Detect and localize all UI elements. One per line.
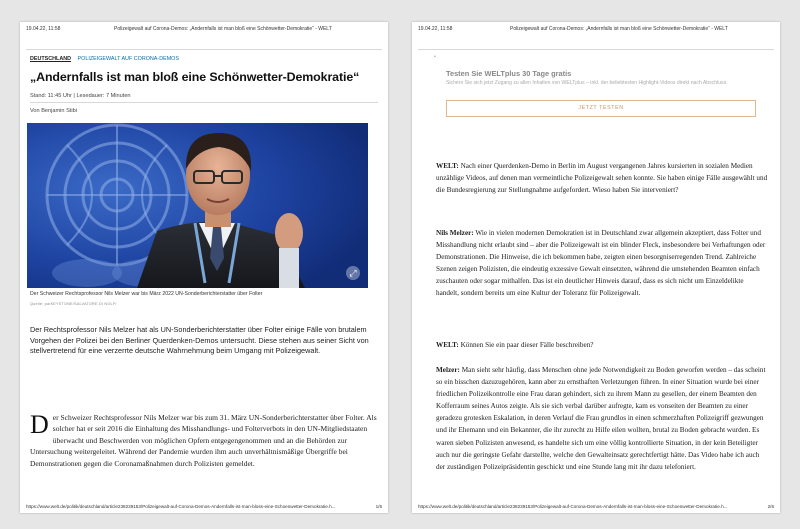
speaker-label: Melzer: [436, 366, 460, 374]
topic-link[interactable]: POLIZEIGEWALT AUF CORONA-DEMOS [77, 56, 179, 62]
category-link[interactable]: DEUTSCHLAND [30, 56, 72, 62]
paragraph-text: Man sieht sehr häufig, dass Menschen ohne jede Notwendigkeit zu Boden geworfen werden – das scheint so ein bisschen dazuzugehören, kann aber zu ernsthaften Verletzungen führen. In einer Situation wurde bei einer friedlichen Polizeikontrolle eine Frau daran gehindert, sich zu ihrem Mann zu gesellen, der einem Beamten den Kofferraum seines Autos zeigte. Als sie sich verbal darüber aufregte, kam es vonseiten der Beamten zu einer geradezu grotesken Eskalation, in deren Verlauf die Frau grundlos in einen schmerzhaften Polizeigriff gezwungen und ihr Ehemann und ein Bekannter, die ihr zurecht zu Hilfe eilen wollten, brutal zu Boden gebracht wurden. Es waren sieben Polizisten anwesend, es handelte sich um eine völlig kontrollierte Situation, in der kein Beteiligter auch nur die geringste Gefahr darstellte, welche den Gewalteinsatz gerechtfertigt hätte. Das Video habe ich auch der zuständigen Polizeipräsidentin geschickt und eine Stunde lang mit ihr dazu telefoniert. [436, 366, 766, 471]
expand-icon[interactable]: ⤢ [346, 266, 360, 280]
article-body-text: er Schweizer Rechtsprofessor Nils Melzer war bis zum 31. März UN-Sonderberichterstatter über Folter. Als solcher hat er seit 2016 die Einhaltung des Misshandlungs- und Folterverbots in den UN-Mitgliedstaaten überwacht und Beschwerden von möglichen Opfern entgegengenommen und an die Behörden zur Untersuchung weitergeleitet. Während der Pandemie wurden ihm auch unverhältnismäßige Übergriffe bei Demonstrationen gegen die Coronamaßnahmen durch Polizisten gemeldet. [30, 413, 377, 468]
interview-answer [436, 227, 768, 300]
speaker-label: Nils Melzer: [436, 229, 474, 237]
print-page-1 [20, 22, 388, 513]
print-title: Polizeigewalt auf Corona-Demos: „Andernfalls ist man bloß eine Schönwetter-Demokratie“ - WELT [114, 26, 332, 32]
print-url: https://www.welt.de/politik/deutschland/article238239153/Polizeigewalt-auf-Corona-Demos-Andernfalls-ist-man-bloss-eine-Schoenwetter-Demokratie.h... [418, 504, 728, 509]
divider [30, 102, 378, 103]
print-page-2 [412, 22, 780, 513]
article-photo [27, 123, 368, 288]
print-footer [418, 504, 774, 509]
interview-question [436, 339, 768, 351]
article-meta: Stand: 11:45 Uhr | Lesedauer: 7 Minuten [30, 93, 131, 99]
print-title: Polizeigewalt auf Corona-Demos: „Andernfalls ist man bloß eine Schönwetter-Demokratie“ - WELT [510, 26, 728, 32]
article-body-intro [30, 412, 378, 469]
promo-text: Sichern Sie sich jetzt Zugang zu allen Inhalten von WELTplus – inkl. der beliebtesten Highlight-Videos direkt nach Abschluss. [446, 80, 728, 86]
promo-bullet: • [434, 54, 436, 60]
article-headline: „Andernfalls ist man bloß eine Schönwetter-Demokratie“ [30, 70, 360, 84]
speaker-label: WELT: [436, 162, 459, 170]
page-number: 2/6 [767, 504, 774, 509]
paragraph-text: Wie in vielen modernen Demokratien ist in Deutschland zwar allgemein akzeptiert, dass Folter und Misshandlung nicht erlaubt sind – aber die Polizeigewalt ist ein blinder Fleck, insbesondere bei Verhaftungen oder Demonstrationen. Die Hinweise, die ich bekommen habe, zeigten einen besorgniserregenden Trend. Zahlreiche Szenen zeigen Polizisten, die eindeutig exzessive Gewalt einsetzten, während die umstehenden Beamten einfach zuschauten oder sogar mithalfen. Das ist ein deutlicher Hinweis darauf, dass es sich nicht um Einzeldelikte handelt, sondern bereits um eine Kultur der Toleranz für Polizeigewalt. [436, 229, 766, 298]
paragraph-text: Können Sie ein paar dieser Fälle beschreiben? [458, 341, 594, 349]
paragraph-text: Nach einer Querdenken-Demo in Berlin im August vergangenen Jahres kursierten in sozialen Medien unzählige Videos, auf denen man vermeintliche Polizeigewalt sehen konnte. Sie haben einige Fälle ausgewählt und die Bundesregierung zur Stellungnahme aufgefordert. Wieso haben Sie interveniert? [436, 162, 768, 195]
interview-question [436, 160, 768, 196]
photo-credit: Quelle: pa/KEYSTONE/SALVATORE DI NOLFI [30, 302, 117, 306]
print-footer [26, 504, 382, 509]
interview-answer [436, 364, 768, 473]
print-url: https://www.welt.de/politik/deutschland/article238239153/Polizeigewalt-auf-Corona-Demos-Andernfalls-ist-man-bloss-eine-Schoenwetter-Demokratie.h... [26, 504, 336, 509]
divider [26, 49, 382, 50]
photo-caption: Der Schweizer Rechtsprofessor Nils Melzer war bis März 2022 UN-Sonderberichterstatter über Folter [30, 291, 263, 297]
promo-title: Testen Sie WELTplus 30 Tage gratis [446, 69, 572, 78]
print-date: 19.04.22, 11:58 [26, 26, 61, 32]
portrait-illustration [27, 123, 368, 288]
article-author: Von Benjamin Stibi [30, 108, 77, 114]
speaker-label: WELT: [436, 341, 459, 349]
article-teaser: Der Rechtsprofessor Nils Melzer hat als UN-Sonderberichterstatter über Folter einige Fälle von brutalem Vorgehen der Polizei bei den Berliner Querdenken-Demos untersucht. Diese stehen aus seiner Sicht von stellvertretend für eine verzerrte deutsche Wahrnehmung beim Umgang mit Polizeigewalt. [30, 325, 369, 356]
drop-cap: D [30, 410, 49, 439]
divider [418, 49, 774, 50]
page-number: 1/6 [375, 504, 382, 509]
breadcrumb [30, 56, 179, 62]
print-date: 19.04.22, 11:58 [418, 26, 453, 32]
trial-button[interactable]: JETZT TESTEN [446, 100, 756, 117]
